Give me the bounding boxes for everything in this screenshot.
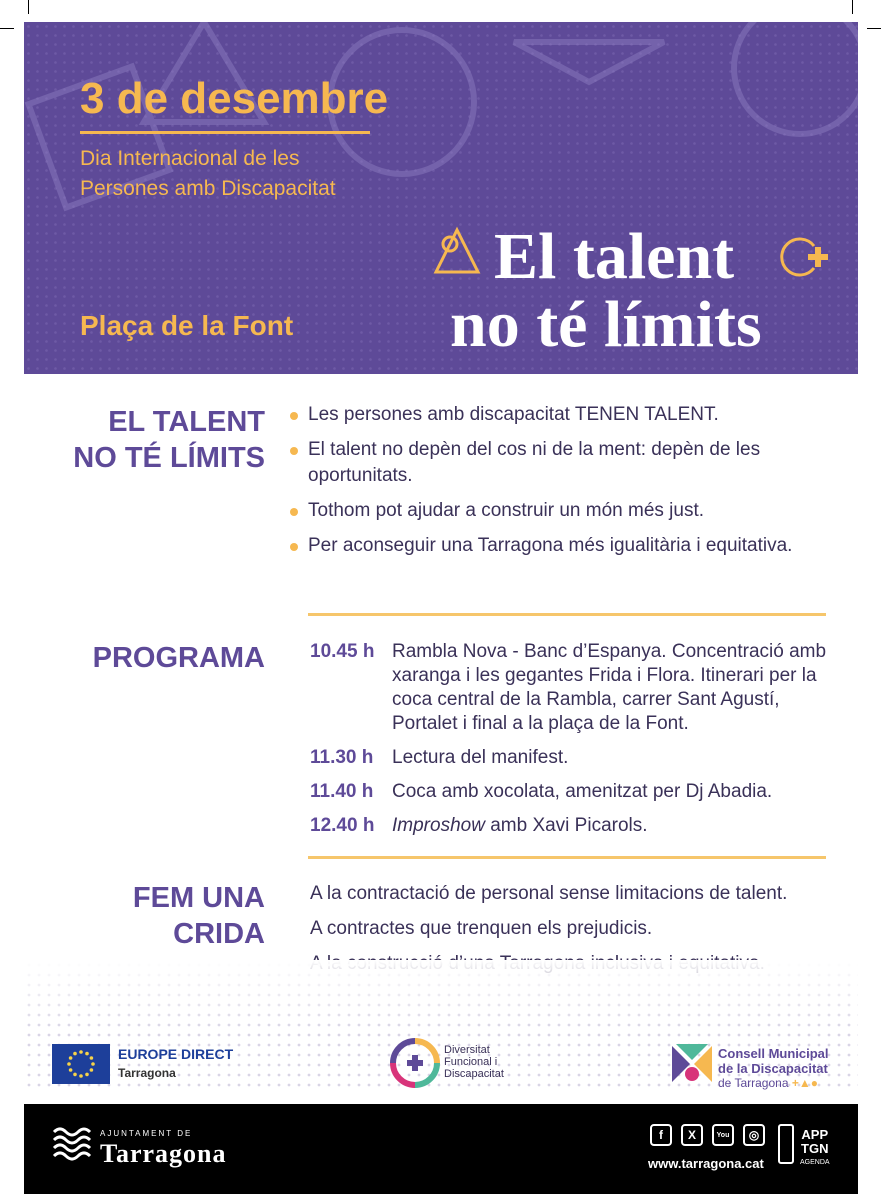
program-item	[310, 780, 840, 804]
program-time: 11.40 h	[310, 781, 374, 802]
logo-text	[444, 1044, 534, 1080]
logo-text: EUROPE DIRECT	[118, 1046, 234, 1062]
program-text: Lectura del manifest.	[392, 747, 569, 768]
section-title-line: EL TALENT	[108, 406, 265, 438]
youtube-icon[interactable]: You	[712, 1124, 734, 1146]
list-item: Tothom pot ajudar a construir un món més just.	[290, 498, 840, 524]
section-title-line: FEM UNA	[132, 882, 265, 914]
diversitat-icon	[390, 1038, 440, 1088]
program-time: 12.40 h	[310, 815, 375, 836]
website-link[interactable]: www.tarragona.cat	[648, 1156, 764, 1171]
program-text: Coca amb xocolata, amenitzat per Dj Abadia.	[392, 781, 773, 802]
logo-text: Tarragona	[118, 1066, 176, 1080]
logo-text: Tarragona	[100, 1139, 227, 1168]
logo-text: AJUNTAMENT DE	[100, 1129, 193, 1138]
social-links	[650, 1124, 765, 1146]
list-item: A contractes que trenquen els prejudicis.	[310, 918, 653, 939]
program-time: 11.30 h	[310, 747, 374, 768]
section-title-talent	[73, 404, 265, 476]
logo-text-line: Consell Municipal	[718, 1046, 829, 1061]
header-banner	[24, 22, 858, 374]
list-item: Les persones amb discapacitat TENEN TALENT.	[290, 402, 840, 428]
subtitle-line: Dia Internacional de les	[80, 147, 300, 170]
app-text: TGN	[801, 1141, 829, 1156]
list-item: Per aconseguir una Tarragona més igualitària i equitativa.	[290, 533, 840, 559]
program-item	[310, 640, 840, 736]
eu-flag-icon	[52, 1044, 110, 1084]
diversitat-logo	[390, 1038, 504, 1093]
program-text	[392, 814, 648, 838]
phone-icon	[778, 1124, 794, 1164]
logo-text-line: de la Discapacitat	[718, 1061, 828, 1076]
list-item: El talent no depèn del cos ni de la ment: depèn de les oportunitats.	[290, 437, 840, 489]
date-underline	[80, 131, 370, 134]
logo-text-line	[718, 1076, 868, 1091]
crop-mark	[867, 28, 881, 29]
headline-line: El talent	[494, 220, 735, 293]
app-text: AGENDA	[800, 1159, 830, 1166]
event-date: 3 de desembre	[80, 74, 389, 123]
section-title-line: NO TÉ LÍMITS	[73, 442, 265, 474]
ajuntament-emblem-icon	[52, 1126, 92, 1162]
logo-text-line: Diversitat	[444, 1044, 490, 1056]
event-subtitle	[80, 144, 460, 204]
plus-triangle-circle-icon: +▲●	[791, 1076, 818, 1090]
program-text-italic: Improshow	[392, 815, 485, 836]
headline-line: no té límits	[450, 288, 762, 361]
crop-mark	[28, 0, 29, 14]
logo-text	[718, 1046, 868, 1091]
section-title-line: CRIDA	[173, 918, 265, 950]
logo-text-line: Discapacitat	[444, 1068, 504, 1080]
triangle-circle-icon	[432, 226, 482, 276]
circle-plus-icon	[772, 232, 832, 282]
crop-mark	[852, 0, 853, 14]
consell-icon	[672, 1044, 712, 1084]
program-list	[310, 640, 840, 848]
program-item	[310, 746, 840, 770]
program-item	[310, 814, 840, 838]
section-divider	[308, 856, 826, 859]
subtitle-line: Persones amb Discapacitat	[80, 177, 336, 200]
crop-mark	[0, 28, 14, 29]
facebook-icon[interactable]: f	[650, 1124, 672, 1146]
section-title-programa: PROGRAMA	[92, 642, 265, 674]
footer	[24, 1104, 858, 1194]
consell-logo	[672, 1044, 829, 1090]
talent-bullet-list	[290, 402, 840, 568]
app-text: APP	[801, 1127, 829, 1142]
logo-text-line: Funcional i	[444, 1056, 498, 1068]
list-item: A la contractació de personal sense limitacions de talent.	[310, 883, 788, 904]
section-divider	[308, 613, 826, 616]
program-text: Rambla Nova - Banc d’Espanya. Concentració amb xaranga i les gegantes Frida i Flora. Itinerari per la coca central de la Rambla, carrer Sant Agustí, Portalet i final a la plaça de la Font.	[392, 641, 827, 734]
x-icon[interactable]: X	[681, 1124, 703, 1146]
section-title-crida	[133, 880, 265, 952]
instagram-icon[interactable]: ◎	[743, 1124, 765, 1146]
program-time: 10.45 h	[310, 641, 375, 662]
app-tgn-label[interactable]	[800, 1128, 830, 1170]
program-text-rest: amb Xavi Picarols.	[484, 815, 648, 836]
logo-text-line: de Tarragona	[718, 1076, 789, 1090]
event-location: Plaça de la Font	[80, 310, 294, 341]
